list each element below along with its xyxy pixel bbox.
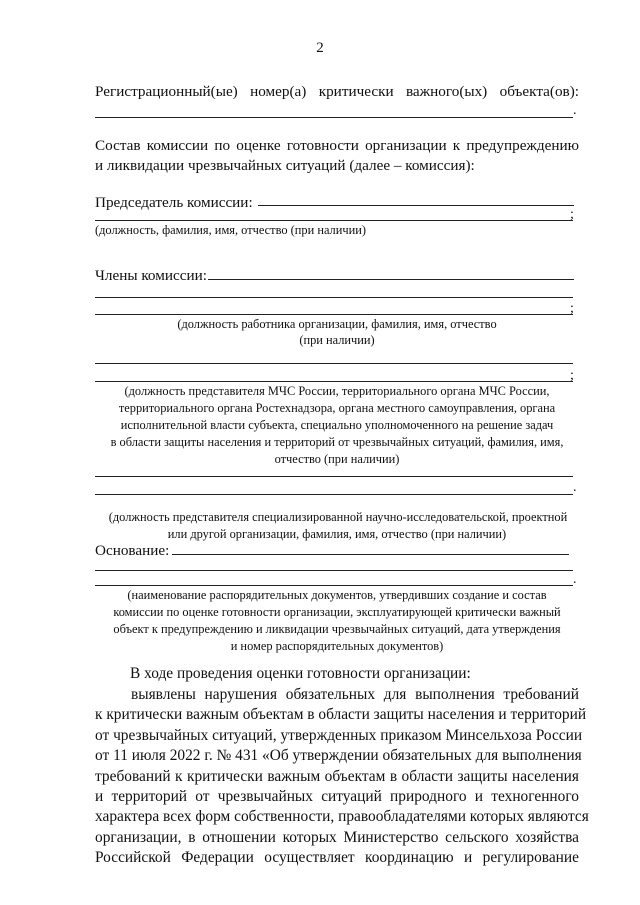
registration-label: Регистрационный(ые) номер(а) критически важного(ых) объекта(ов):: [95, 83, 579, 100]
assessment-line-4: от 11 июля 2022 г. № 431 «Об утверждении обязательных для выполнения: [95, 747, 582, 765]
assessment-line-9: Российской Федерации осуществляет координацию и регулирование: [95, 849, 579, 867]
basis-end-punct: .: [573, 572, 577, 587]
basis-fill-line-3: [95, 585, 573, 586]
members-end-punct-3: .: [573, 480, 577, 495]
commission-line-1: Состав комиссии по оценке готовности организации к предупреждению: [95, 137, 579, 154]
members-caption-2-line-4: в области защиты населения и территорий от чрезвычайных ситуаций, фамилия, имя,: [110, 435, 564, 449]
members-caption-3-line-2: или другой организации, фамилия, имя, отчество (при наличии): [167, 527, 507, 541]
assessment-line-1: выявлены нарушения обязательных для выполнения требований: [131, 686, 579, 703]
assessment-intro: В ходе проведения оценки готовности организации:: [130, 665, 471, 682]
assessment-line-6: и территорий от чрезвычайных ситуаций природного и техногенного: [95, 788, 579, 806]
basis-caption-line-1: (наименование распорядительных документов, утвердивших создание и состав: [127, 588, 547, 602]
members-caption-2-line-3: исполнительной власти субъекта, специально уполномоченного на решение задач: [120, 418, 554, 432]
members-caption-1-line-1: (должность работника организации, фамилия, имя, отчество: [177, 317, 497, 331]
assessment-line-7: характера всех форм собственности, правообладателями которых являются: [95, 808, 589, 826]
basis-caption-line-4: и номер распорядительных документов): [230, 639, 444, 653]
chairman-label: Председатель комиссии:: [95, 194, 253, 211]
assessment-line-3: от чрезвычайных ситуаций, утвержденных приказом Минсельхоза России: [95, 726, 583, 744]
members-label: Члены комиссии:: [95, 267, 207, 284]
members-end-punct-1: ;: [570, 301, 574, 316]
chairman-fill-line-1: [258, 205, 574, 206]
registration-end-punct: .: [573, 103, 577, 118]
assessment-line-2: к критически важным объектам в области защиты населения и территорий: [95, 706, 587, 724]
members-fill-line-1: [208, 279, 574, 280]
basis-caption-line-3: объект к предупреждению и ликвидации чрезвычайных ситуаций, дата утверждения: [113, 622, 561, 636]
basis-fill-line-2: [95, 570, 573, 571]
chairman-caption: (должность, фамилия, имя, отчество (при наличии): [95, 223, 366, 237]
assessment-line-8: организации, в отношении которых Министерство сельского хозяйства: [95, 828, 579, 846]
page-number: 2: [316, 40, 324, 56]
members-fill-line-5: [95, 381, 573, 382]
basis-fill-line-1: [172, 554, 569, 555]
members-fill-line-3: [95, 314, 573, 315]
members-fill-line-4: [95, 363, 573, 364]
commission-line-2: и ликвидации чрезвычайных ситуаций (далее – комиссия):: [95, 157, 475, 174]
members-caption-2-line-2: территориального органа Ростехнадзора, органа местного самоуправления, органа: [118, 401, 556, 415]
members-caption-3-line-1: (должность представителя специализированной научно-исследовательской, проектной: [108, 510, 568, 524]
members-fill-line-7: [95, 494, 573, 495]
members-end-punct-2: ;: [570, 368, 574, 383]
chairman-end-punct: ;: [570, 207, 574, 222]
assessment-line-5: требований к критически важным объектам в области защиты населения: [95, 767, 579, 785]
basis-caption-line-2: комиссии по оценке готовности организации, эксплуатирующей критически важный: [113, 605, 561, 619]
registration-fill-line: [95, 117, 573, 118]
members-caption-1-line-2: (при наличии): [299, 333, 375, 347]
members-caption-2-line-5: отчество (при наличии): [274, 452, 400, 466]
members-fill-line-6: [95, 476, 573, 477]
members-caption-2-line-1: (должность представителя МЧС России, территориального органа МЧС России,: [124, 384, 550, 398]
basis-label: Основание:: [95, 542, 170, 559]
chairman-fill-line-2: [95, 220, 573, 221]
assessment-paragraph: [95, 685, 589, 869]
members-fill-line-2: [95, 297, 573, 298]
